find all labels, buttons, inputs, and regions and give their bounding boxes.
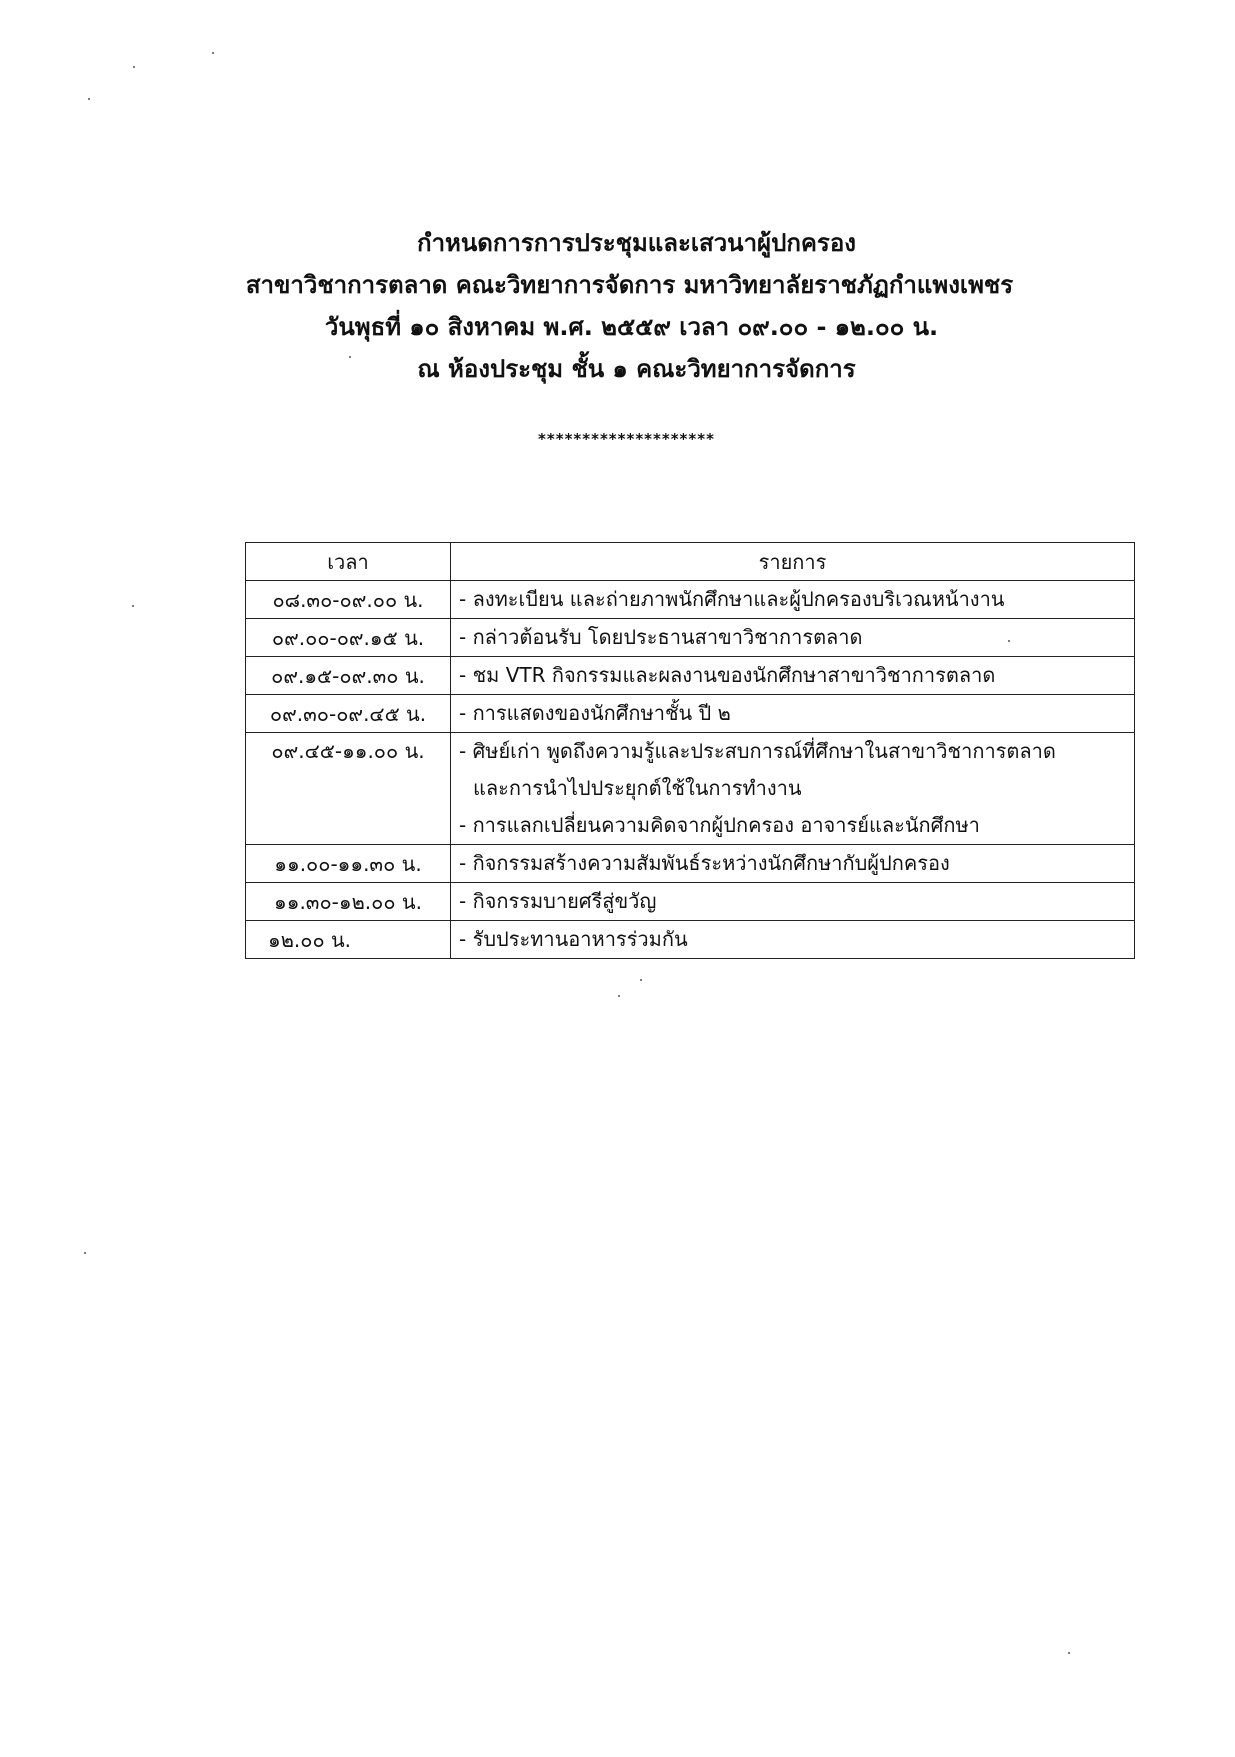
row-time: ๐๙.๓๐-๐๙.๔๕ น.	[246, 695, 451, 733]
row-time: ๑๑.๓๐-๑๒.๐๐ น.	[246, 883, 451, 921]
row-items	[451, 695, 1135, 733]
row-items	[451, 845, 1135, 883]
header-venue: ณ ห้องประชุม ชั้น ๑ คณะวิทยาการจัดการ	[417, 355, 856, 383]
row-item-line: - ชม VTR กิจกรรมและผลงานของนักศึกษาสาขาวิชาการตลาด	[459, 663, 996, 687]
table-row	[246, 921, 1135, 959]
row-items	[451, 657, 1135, 695]
table-row	[246, 695, 1135, 733]
scan-speck	[640, 979, 642, 981]
schedule-table	[245, 542, 1135, 959]
table-row	[246, 845, 1135, 883]
scan-speck	[349, 356, 351, 358]
scan-speck	[132, 605, 134, 607]
row-items	[451, 921, 1135, 959]
scan-speck	[133, 66, 135, 68]
row-item-line: - การแลกเปลี่ยนความคิดจากผู้ปกครอง อาจารย์และนักศึกษา	[459, 813, 980, 837]
header-department: สาขาวิชาการตลาด คณะวิทยาการจัดการ มหาวิทยาลัยราชภัฏกำแพงเพชร	[245, 271, 1014, 299]
table-row	[246, 883, 1135, 921]
row-time: ๐๙.๑๕-๐๙.๓๐ น.	[246, 657, 451, 695]
row-item-line: - รับประทานอาหารร่วมกัน	[459, 927, 688, 951]
row-time-text: ๐๙.๔๕-๑๑.๐๐ น.	[271, 739, 425, 763]
header-title: กำหนดการการประชุมและเสวนาผู้ปกครอง	[417, 229, 856, 257]
header-date-time: วันพุธที่ ๑๐ สิงหาคม พ.ศ. ๒๕๕๙ เวลา ๐๙.๐๐ - ๑๒.๐๐ น.	[324, 313, 939, 341]
scan-speck	[618, 995, 620, 997]
scan-speck	[88, 98, 90, 100]
column-header-items: รายการ	[451, 543, 1135, 581]
column-header-time: เวลา	[246, 543, 451, 581]
table-row	[246, 581, 1135, 619]
row-item-line: - กิจกรรมบายศรีสู่ขวัญ	[459, 889, 657, 913]
row-time	[246, 733, 451, 845]
row-items	[451, 733, 1135, 845]
row-time: ๐๙.๐๐-๐๙.๑๕ น.	[246, 619, 451, 657]
table-header-row	[246, 543, 1135, 581]
table-row	[246, 619, 1135, 657]
separator-stars: ********************	[538, 430, 715, 448]
scan-speck	[1008, 640, 1010, 642]
scan-speck	[84, 1252, 86, 1254]
row-items	[451, 619, 1135, 657]
row-items	[451, 883, 1135, 921]
row-time: ๑๒.๐๐ น.	[246, 921, 451, 959]
row-time: ๐๘.๓๐-๐๙.๐๐ น.	[246, 581, 451, 619]
row-item-line: และการนำไปประยุกต์ใช้ในการทำงาน	[473, 776, 802, 800]
row-item-line: - กิจกรรมสร้างความสัมพันธ์ระหว่างนักศึกษากับผู้ปกครอง	[459, 851, 950, 875]
document-header	[0, 222, 1235, 390]
row-items	[451, 581, 1135, 619]
table-row	[246, 733, 1135, 845]
row-item-line: - กล่าวต้อนรับ โดยประธานสาขาวิชาการตลาด	[459, 625, 863, 649]
row-item-line: - การแสดงของนักศึกษาชั้น ปี ๒	[459, 701, 731, 725]
table-row	[246, 657, 1135, 695]
scan-speck	[212, 52, 214, 54]
row-time: ๑๑.๐๐-๑๑.๓๐ น.	[246, 845, 451, 883]
row-item-line: - ศิษย์เก่า พูดถึงความรู้และประสบการณ์ที่ศึกษาในสาขาวิชาการตลาด	[459, 739, 1056, 763]
row-item-line: - ลงทะเบียน และถ่ายภาพนักศึกษาและผู้ปกครองบริเวณหน้างาน	[459, 587, 1005, 611]
scan-speck	[1068, 1652, 1070, 1654]
